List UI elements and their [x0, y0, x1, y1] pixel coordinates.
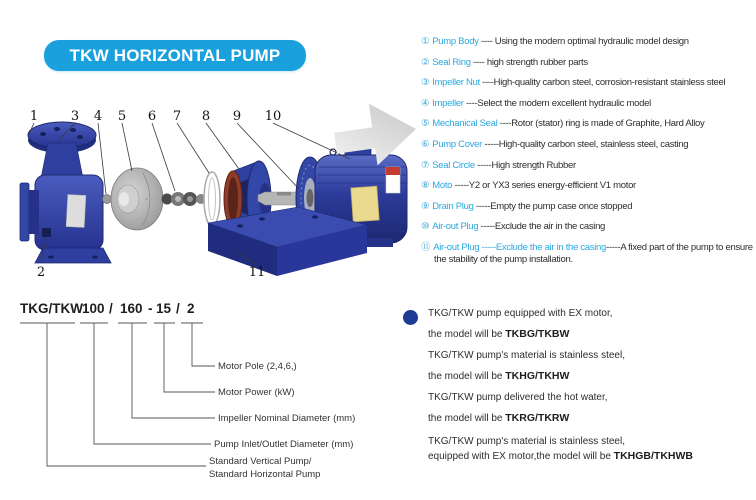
model-token-slash-1: /: [109, 301, 113, 316]
part-description: ----Select the modern excellent hydraulic model: [463, 97, 651, 109]
label-pump-diameter: Pump Inlet/Outlet Diameter (mm): [214, 439, 354, 450]
model-variants: [428, 303, 753, 464]
diagram-label-3: 3: [70, 109, 80, 124]
part-description: ---- high strength rubber parts: [470, 56, 588, 68]
variant-text: the model will be: [428, 413, 506, 424]
parts-list-item: [421, 238, 756, 267]
brand-name: TKG/TKW: [428, 350, 474, 361]
part-number-badge: ①: [421, 36, 430, 47]
model-code-breakdown: [15, 296, 415, 496]
part-number-badge: ③: [421, 77, 430, 89]
model-token-power: 15: [156, 301, 172, 316]
variant-text: the model will be: [428, 371, 506, 382]
diagram-label-8: 8: [201, 109, 211, 124]
model-token-series: TKG/TKW: [20, 301, 83, 316]
brand-name: TKG/TKW: [428, 392, 474, 403]
part-description: -----Empty the pump case once stopped: [473, 200, 633, 212]
label-motor-power: Motor Power (kW): [218, 387, 295, 398]
part-description: ----High-quality carbon steel, corrosion-resistant stainless steel: [479, 77, 726, 89]
diagram-label-7: 7: [172, 109, 182, 124]
model-token-dash: -: [148, 301, 153, 316]
parts-list-item: [421, 135, 756, 156]
part-number-badge: ⑥: [421, 138, 430, 150]
part-name: Mechanical Seal: [432, 118, 498, 130]
part-description: ---- Using the modern optimal hydraulic model design: [478, 36, 689, 47]
parts-list-item: [421, 156, 756, 177]
brand-name: TKG/TKW: [428, 436, 474, 447]
diagram-label-10: 10: [264, 109, 282, 124]
impeller-shape: [103, 168, 164, 230]
variant-line: [428, 449, 753, 464]
variant-line: [428, 366, 753, 387]
title-banner: [44, 40, 306, 71]
diagram-label-5: 5: [117, 109, 127, 124]
label-standard-vertical: Standard Vertical Pump/: [209, 456, 312, 467]
pump-body-shape: [20, 122, 111, 263]
part-description: -----Exclude the air in the casing: [478, 221, 606, 233]
parts-list-item: [421, 114, 756, 135]
model-code-connectors: [20, 323, 215, 466]
part-name: Impeller Nut: [432, 77, 480, 89]
variant-line: [428, 345, 753, 366]
variant-line: [428, 387, 753, 408]
model-code-labels: [209, 361, 355, 480]
part-name: Seal Circle: [432, 159, 475, 171]
label-motor-pole: Motor Pole (2,4,6,): [218, 361, 297, 372]
model-token-inlet: 100: [82, 301, 105, 316]
variant-text: the model will be: [428, 329, 506, 340]
part-name: Air-out Plug -----Exclude the air in the casing: [433, 241, 607, 253]
part-name: Pump Body: [432, 36, 479, 47]
part-description: -----Y2 or YX3 series energy-efficient V1 motor: [452, 180, 636, 192]
part-description: -----High strength Rubber: [474, 159, 576, 171]
variant-model-code: TKHGB/TKHWB: [613, 450, 693, 462]
model-token-impeller: 160: [120, 301, 143, 316]
variant-model-code: TKRG/TKRW: [505, 412, 570, 424]
parts-list: [421, 32, 756, 267]
parts-list-item: [421, 217, 756, 238]
part-number-badge: ⑨: [421, 200, 430, 212]
variant-text: pump equipped with EX motor,: [473, 308, 613, 319]
variant-text: pump's material is stainless steel,: [473, 350, 625, 361]
variant-text: pump delivered the hot water,: [473, 392, 608, 403]
variant-text: equipped with EX motor,the model will be: [428, 451, 614, 462]
diagram-label-1: 1: [29, 109, 39, 124]
part-name: Impeller: [432, 97, 464, 109]
part-name: Air-out Plug: [432, 221, 479, 233]
part-description: -----A fixed part of the pump to ensure the stability of the pump installation.: [434, 241, 753, 266]
part-name: Seal Ring: [432, 56, 471, 68]
label-standard-horizontal: Standard Horizontal Pump: [209, 469, 321, 480]
part-number-badge: ②: [421, 56, 430, 68]
part-description: ----Rotor (stator) ring is made of Graphite, Hard Alloy: [497, 118, 705, 130]
variant-line: [428, 434, 753, 449]
part-number-badge: ⑧: [421, 180, 430, 192]
part-name: Moto: [432, 180, 453, 192]
diagram-label-4: 4: [93, 109, 103, 124]
parts-list-item: [421, 73, 756, 94]
diagram-label-9: 9: [232, 109, 242, 124]
model-token-pole: 2: [187, 301, 195, 316]
seal-circle-shape: [204, 172, 220, 226]
parts-list-item: [421, 94, 756, 115]
part-description: -----High-quality carbon steel, stainless steel, casting: [482, 138, 689, 150]
variant-line: [428, 324, 753, 345]
part-number-badge: ⑪: [421, 241, 431, 253]
model-code-tokens: [20, 301, 195, 316]
variant-model-code: TKHG/TKHW: [505, 370, 570, 382]
model-token-slash-2: /: [176, 301, 180, 316]
diagram-label-11: 11: [248, 265, 266, 280]
variant-line: [428, 303, 753, 324]
variant-model-code: TKBG/TKBW: [505, 328, 570, 340]
part-number-badge: ⑤: [421, 118, 430, 130]
part-name: Pump Cover: [432, 138, 483, 150]
variant-line: [428, 408, 753, 429]
parts-list-item: [421, 176, 756, 197]
part-number-badge: ⑦: [421, 159, 430, 171]
bullet-circle-icon: [403, 310, 418, 325]
diagram-label-6: 6: [147, 109, 157, 124]
arrow-right-icon: [334, 98, 422, 170]
variant-text: pump's material is stainless steel,: [473, 436, 625, 447]
part-number-badge: ⑩: [421, 221, 430, 233]
parts-list-item: [421, 32, 756, 53]
part-number-badge: ④: [421, 97, 430, 109]
page-title: TKW HORIZONTAL PUMP: [69, 45, 281, 65]
diagram-label-2: 2: [36, 265, 46, 280]
part-name: Drain Plug: [432, 200, 474, 212]
brand-name: TKG/TKW: [428, 308, 474, 319]
parts-list-item: [421, 53, 756, 74]
parts-list-item: [421, 197, 756, 218]
label-impeller-diameter: Impeller Nominal Diameter (mm): [218, 413, 356, 424]
